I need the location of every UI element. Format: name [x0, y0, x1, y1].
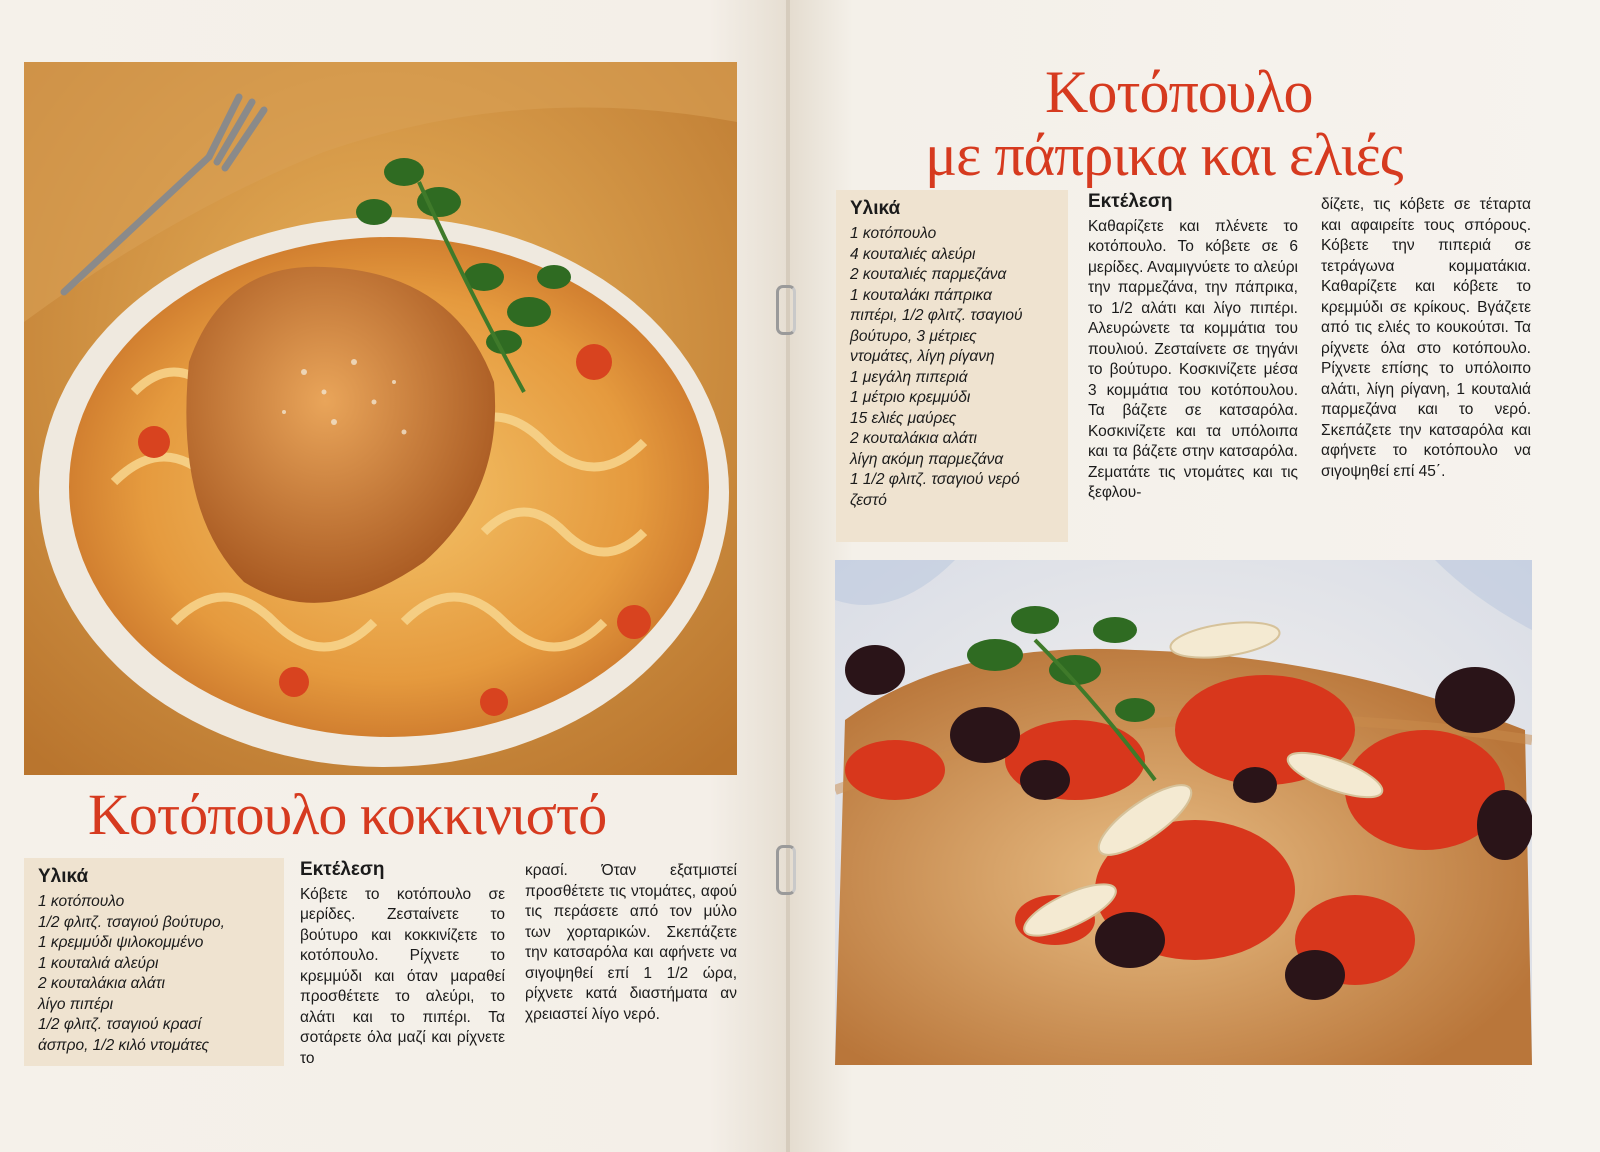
right-ingredient-item: βούτυρο, 3 μέτριες: [850, 327, 977, 345]
left-ingredient-item: 1 κουταλιά αλεύρι: [38, 954, 159, 972]
right-ingredient-item: 2 κουταλιές παρμεζάνα: [850, 266, 1007, 283]
left-method-text-1: Κόβετε το κοτόπουλο σε μερίδες. Ζεσταίνετε το βούτυρο και κοκκινίζετε το κοτόπουλο. Ρίχνετε το κρεμμύδι και όταν μαραθεί προσθέτετε το αλεύρι, το αλάτι και το πιπέρι. Τα σοτάρετε όλα μαζί και ρίχνετε το: [300, 885, 505, 1067]
chicken-pasta-photo: [24, 62, 737, 775]
right-ingredient-item: πιπέρι, 1/2 φλιτζ. τσαγιού: [850, 307, 1023, 324]
book-spine: [786, 0, 790, 1152]
right-method-text-1: Καθαρίζετε και πλένετε το κοτόπουλο. Το κόβετε σε 6 μερίδες. Αναμιγνύετε το αλεύρι την παρμεζάνα, την πάπρικα, το 1/2 αλάτι και λίγο πιπέρι. Αλευρώνετε τα κομμάτια του πουλιού. Ζεσταίνετε σε τηγάνι το βούτυρο. Κοσκινίζετε μέσα 3 κομμάτια του κοτόπουλου. Τα βάζετε σε κατσαρόλα. Κοσκινίζετε και τα υπόλοιπα και τα βάζετε στην κατσαρόλα. Ζεματάτε τις ντομάτες και τις ξεφλου-: [1088, 217, 1298, 501]
left-ingredient-item: 1/2 φλιτζ. τσαγιού βούτυρο,: [38, 913, 225, 931]
right-ingredient-item: 2 κουταλάκια αλάτι: [850, 430, 977, 447]
right-ingredient-item: 15 ελιές μαύρες: [850, 409, 957, 427]
left-ingredient-item: 1 κρεμμύδι ψιλοκομμένο: [38, 934, 204, 951]
right-ingredient-item: 1 μέτριο κρεμμύδι: [850, 389, 971, 406]
left-ingredient-item: 1/2 φλιτζ. τσαγιού κρασί: [38, 1016, 202, 1033]
right-ingredient-item: 1 1/2 φλιτζ. τσαγιού νερό: [850, 471, 1020, 488]
right-ingredients-heading: Υλικά: [850, 198, 901, 219]
right-method-text-2: δίζετε, τις κόβετε σε τέταρτα και αφαιρείτε τους σπόρους. Κόβετε την πιπεριά σε τετράγωνα κομματάκια. Καθαρίζετε και κόβετε το κρεμμύδι σε κρίκους. Βγάζετε από τις ελιές το κουκούτσι. Τα ρίχνετε όλα στο κοτόπουλο. Ρίχνετε επίσης το υπόλοιπο αλάτι, λίγη ρίγανη, 1 κουταλιά παρμεζάνα και το νερό. Σκεπάζετε την κατσαρόλα και αφήνετε το κοτόπουλο να σιγοψηθεί επί 45΄.: [1321, 196, 1531, 480]
right-ingredients-list: [850, 224, 1058, 511]
left-ingredients-box: [24, 858, 284, 1066]
left-recipe-title: Κοτόπουλο κοκκινιστό: [88, 782, 607, 847]
left-ingredient-item: 2 κουταλάκια αλάτι: [38, 975, 165, 992]
left-ingredient-item: άσπρο, 1/2 κιλό ντομάτες: [38, 1036, 210, 1054]
right-ingredient-item: 4 κουταλιές αλεύρι: [850, 245, 976, 263]
right-recipe-title-line2: με πάπρικα και ελιές: [925, 122, 1403, 188]
right-recipe-title-line1: Κοτόπουλο: [1045, 59, 1313, 125]
right-ingredients-box: [836, 190, 1068, 542]
right-ingredient-item: ντομάτες, λίγη ρίγανη: [850, 348, 995, 365]
right-method-col2: [1321, 195, 1531, 482]
right-ingredient-item: 1 κουταλάκι πάπρικα: [850, 286, 992, 304]
right-ingredient-item: λίγη ακόμη παρμεζάνα: [850, 450, 1004, 468]
left-ingredients-list: [38, 892, 274, 1056]
left-method-heading: Εκτέλεση: [300, 859, 385, 880]
right-ingredient-item: 1 κοτόπουλο: [850, 225, 937, 242]
staple-bottom: [776, 845, 796, 895]
right-ingredient-item: 1 μεγάλη πιπεριά: [850, 368, 968, 386]
chicken-paprika-olives-photo: [835, 560, 1532, 1065]
right-method-heading: Εκτέλεση: [1088, 191, 1173, 212]
right-method-col1: [1088, 192, 1298, 504]
left-method-col2: [525, 861, 737, 1025]
left-ingredient-item: 1 κοτόπουλο: [38, 893, 125, 910]
left-method-col1: [300, 860, 505, 1069]
right-ingredient-item: ζεστό: [850, 491, 887, 509]
left-ingredients-heading: Υλικά: [38, 866, 89, 887]
left-method-text-2: κρασί. Όταν εξατμιστεί προσθέτετε τις ντομάτες, αφού τις περάσετε από τον μύλο των χορταρικών. Σκεπάζετε την κατσαρόλα και αφήνετε να σιγοψηθεί επί 1 1/2 ώρα, ρίχνετε κατά διαστήματα αν χρειαστεί λίγο νερό.: [525, 862, 737, 1023]
left-ingredient-item: λίγο πιπέρι: [38, 995, 114, 1013]
staple-top: [776, 285, 796, 335]
